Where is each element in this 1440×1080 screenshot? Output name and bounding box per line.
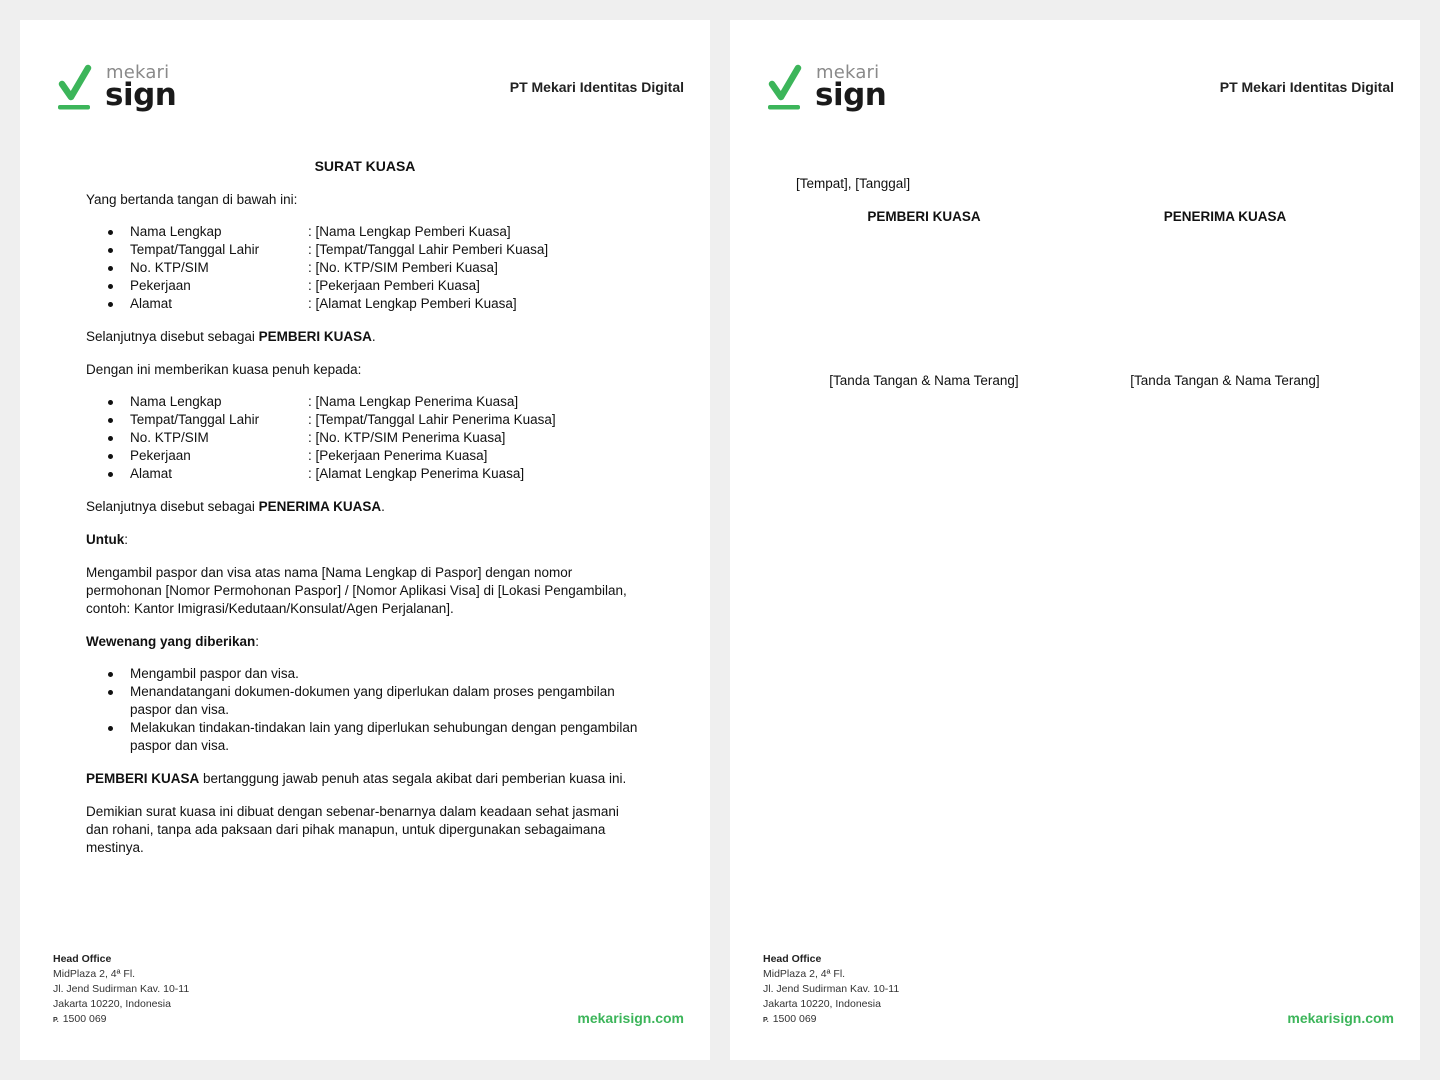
company-name: PT Mekari Identitas Digital bbox=[1219, 79, 1394, 95]
bullet-icon bbox=[108, 672, 113, 677]
authority-colon: : bbox=[255, 634, 260, 649]
bullet-icon bbox=[108, 248, 113, 253]
bullet-icon bbox=[108, 302, 113, 307]
document-page-2 bbox=[730, 20, 1420, 1060]
field-value: : [No. KTP/SIM Penerima Kuasa] bbox=[308, 430, 506, 445]
bullet-icon bbox=[108, 472, 113, 477]
bullet-icon bbox=[108, 454, 113, 459]
logo-text-sign: sign bbox=[105, 77, 177, 113]
field-label: No. KTP/SIM bbox=[130, 430, 209, 445]
field-value: : [No. KTP/SIM Pemberi Kuasa] bbox=[308, 260, 498, 275]
field-value: : [Pekerjaan Penerima Kuasa] bbox=[308, 448, 488, 463]
website-link[interactable]: mekarisign.com bbox=[1287, 1010, 1394, 1026]
document-page-1 bbox=[20, 20, 710, 1060]
receiver-ref-bold: PENERIMA KUASA bbox=[258, 499, 382, 514]
list-item bbox=[86, 719, 646, 755]
grant-intro: Dengan ini memberikan kuasa penuh kepada: bbox=[86, 362, 362, 377]
field-label: Tempat/Tanggal Lahir bbox=[130, 242, 260, 257]
footer-phone bbox=[763, 1012, 899, 1028]
footer-phone bbox=[53, 1012, 189, 1028]
phone-number: 1500 069 bbox=[772, 1013, 817, 1025]
place-date: [Tempat], [Tanggal] bbox=[796, 176, 911, 191]
field-label: Tempat/Tanggal Lahir bbox=[130, 412, 260, 427]
giver-ref-suffix: . bbox=[371, 329, 376, 344]
company-name: PT Mekari Identitas Digital bbox=[509, 79, 684, 95]
giver-ref-bold: PEMBERI KUASA bbox=[258, 329, 372, 344]
footer-line: Jakarta 10220, Indonesia bbox=[763, 998, 881, 1010]
bullet-icon bbox=[108, 690, 113, 695]
authority-heading bbox=[86, 633, 259, 651]
field-label: Alamat bbox=[130, 296, 173, 311]
authority-text: Mengambil paspor dan visa. bbox=[130, 666, 299, 681]
field-label: Alamat bbox=[130, 466, 173, 481]
footer-line: Jakarta 10220, Indonesia bbox=[53, 998, 171, 1010]
receiver-signature-heading: PENERIMA KUASA bbox=[1163, 209, 1287, 224]
list-item bbox=[86, 683, 646, 719]
receiver-ref-suffix: . bbox=[381, 499, 385, 514]
field-value: : [Nama Lengkap Penerima Kuasa] bbox=[308, 394, 519, 409]
mekari-sign-logo bbox=[56, 62, 196, 118]
bullet-icon bbox=[108, 400, 113, 405]
purpose-colon: : bbox=[124, 532, 129, 547]
field-value: : [Alamat Lengkap Penerima Kuasa] bbox=[308, 466, 525, 481]
footer-heading: Head Office bbox=[763, 953, 822, 965]
purpose-heading-text: Untuk bbox=[86, 532, 125, 547]
purpose-heading bbox=[86, 531, 128, 549]
field-value: : [Tempat/Tanggal Lahir Pemberi Kuasa] bbox=[308, 242, 549, 257]
field-label: Pekerjaan bbox=[130, 448, 191, 463]
responsibility-bold: PEMBERI KUASA bbox=[86, 771, 200, 786]
checkmark-logo-icon bbox=[56, 64, 96, 112]
footer-line: MidPlaza 2, 4ª Fl. bbox=[53, 968, 136, 980]
footer-line: Jl. Jend Sudirman Kav. 10-11 bbox=[763, 983, 900, 995]
phone-prefix: P. bbox=[53, 1017, 59, 1024]
giver-signature-line: [Tanda Tangan & Nama Terang] bbox=[829, 373, 1019, 388]
giver-signature-heading: PEMBERI KUASA bbox=[867, 209, 981, 224]
authority-text: Menandatangani dokumen-dokumen yang diperlukan dalam proses pengambilan paspor dan visa. bbox=[130, 684, 615, 717]
logo-text-sign: sign bbox=[815, 77, 887, 113]
field-value: : [Alamat Lengkap Pemberi Kuasa] bbox=[308, 296, 517, 311]
footer-heading: Head Office bbox=[53, 953, 112, 965]
website-link[interactable]: mekarisign.com bbox=[577, 1010, 684, 1026]
bullet-icon bbox=[108, 418, 113, 423]
footer-address bbox=[763, 952, 899, 1028]
receiver-signature-line: [Tanda Tangan & Nama Terang] bbox=[1130, 373, 1320, 388]
checkmark-logo-icon bbox=[766, 64, 806, 112]
bullet-icon bbox=[108, 726, 113, 731]
field-value: : [Nama Lengkap Pemberi Kuasa] bbox=[308, 224, 511, 239]
document-title: SURAT KUASA bbox=[314, 158, 416, 174]
bullet-icon bbox=[108, 284, 113, 289]
field-value: : [Pekerjaan Pemberi Kuasa] bbox=[308, 278, 480, 293]
responsibility-body: bertanggung jawab penuh atas segala akibat dari pemberian kuasa ini. bbox=[199, 771, 627, 786]
giver-ref-prefix: Selanjutnya disebut sebagai bbox=[86, 329, 259, 344]
giver-reference bbox=[86, 328, 376, 346]
footer-line: MidPlaza 2, 4ª Fl. bbox=[763, 968, 846, 980]
phone-prefix: P. bbox=[763, 1017, 769, 1024]
authorities-list bbox=[86, 665, 646, 755]
bullet-icon bbox=[108, 436, 113, 441]
field-value: : [Tempat/Tanggal Lahir Penerima Kuasa] bbox=[308, 412, 556, 427]
bullet-icon bbox=[108, 230, 113, 235]
field-label: Nama Lengkap bbox=[130, 394, 222, 409]
responsibility-text bbox=[86, 770, 626, 788]
field-label: Pekerjaan bbox=[130, 278, 191, 293]
footer-address bbox=[53, 952, 189, 1028]
closing-text: Demikian surat kuasa ini dibuat dengan sebenar-benarnya dalam keadaan sehat jasmani dan rohani, tanpa ada paksaan dari pihak manapun, untuk dipergunakan sebagaimana mestinya. bbox=[86, 804, 619, 855]
intro-text: Yang bertanda tangan di bawah ini: bbox=[86, 192, 298, 207]
logo-text-mekari: mekari bbox=[106, 62, 170, 83]
authority-text: Melakukan tindakan-tindakan lain yang diperlukan sehubungan dengan pengambilan paspor dan visa. bbox=[130, 720, 638, 753]
mekari-sign-logo bbox=[766, 62, 906, 118]
list-item bbox=[86, 665, 646, 683]
footer-line: Jl. Jend Sudirman Kav. 10-11 bbox=[53, 983, 190, 995]
purpose-text: Mengambil paspor dan visa atas nama [Nama Lengkap di Paspor] dengan nomor permohonan [Nomor Permohonan Paspor] / [Nomor Aplikasi Visa] di [Lokasi Pengambilan, contoh: Kantor Imigrasi/Kedutaan/Konsulat/Agen Perjalanan]. bbox=[86, 565, 627, 616]
phone-number: 1500 069 bbox=[62, 1013, 107, 1025]
receiver-reference bbox=[86, 498, 385, 516]
bullet-icon bbox=[108, 266, 113, 271]
field-label: Nama Lengkap bbox=[130, 224, 222, 239]
logo-text-mekari: mekari bbox=[816, 62, 880, 83]
receiver-ref-prefix: Selanjutnya disebut sebagai bbox=[86, 499, 259, 514]
authority-heading-text: Wewenang yang diberikan bbox=[86, 634, 256, 649]
field-label: No. KTP/SIM bbox=[130, 260, 209, 275]
